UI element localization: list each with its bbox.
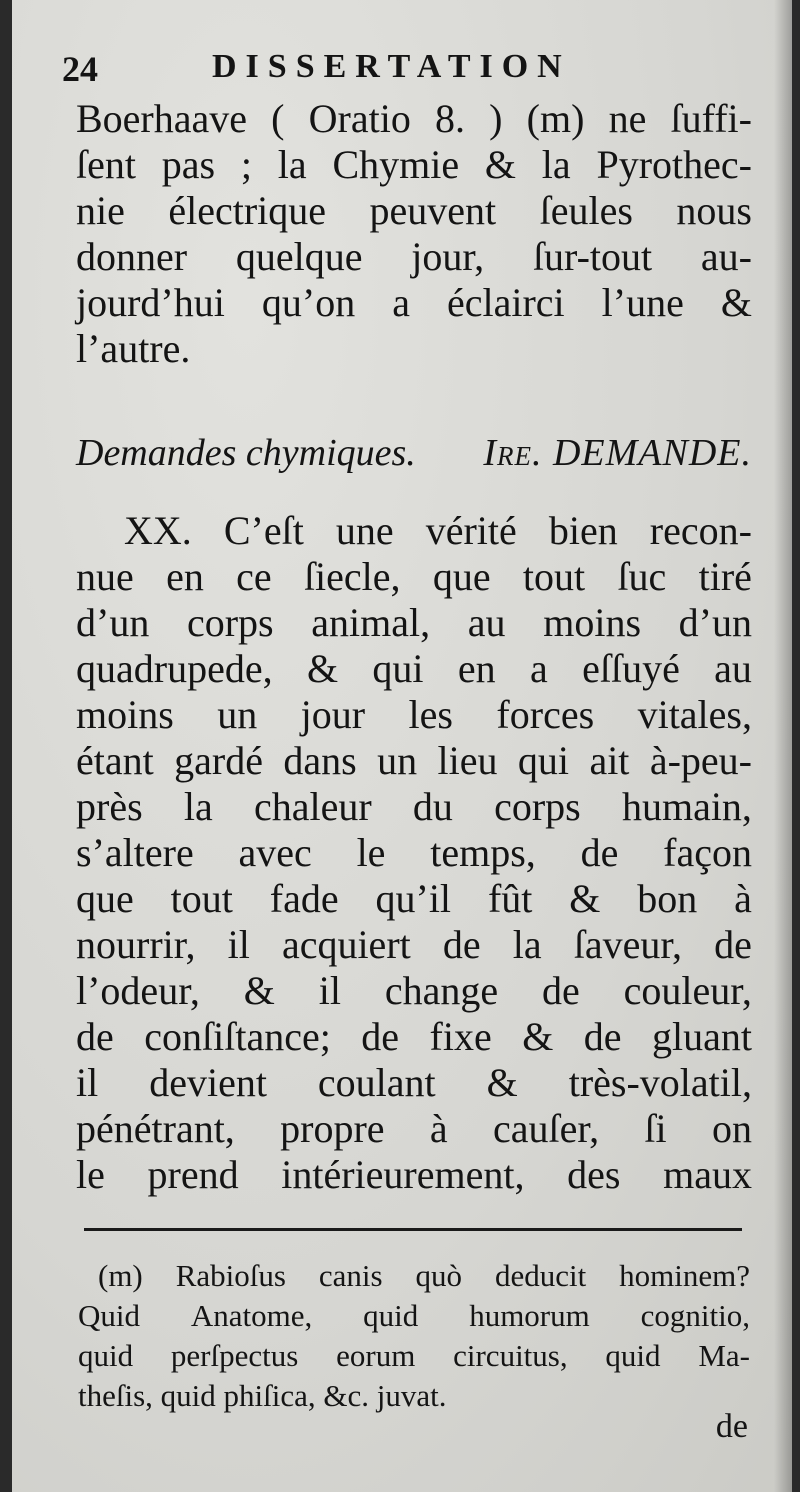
text-line: pénétrant, propre à cauſer, ſi on bbox=[76, 1106, 752, 1151]
text-line: nourrir, il acquiert de la ſaveur, de bbox=[76, 922, 752, 967]
footnote bbox=[78, 1256, 750, 1416]
body-text bbox=[76, 96, 752, 1198]
text-line: donner quelque jour, ſur-tout au- bbox=[76, 234, 752, 279]
text-line: jourd’hui qu’on a éclairci l’une & bbox=[76, 280, 752, 325]
text-line: le prend intérieurement, des maux bbox=[76, 1152, 752, 1197]
footnote-line: (m) Rabioſus canis quò deducit hominem? bbox=[98, 1258, 750, 1293]
footnote-line: Quid Anatome, quid humorum cognitio, bbox=[78, 1298, 750, 1333]
text-line: Boerhaave ( Oratio 8. ) (m) ne ſuffi- bbox=[76, 96, 752, 141]
text-line: l’autre. bbox=[76, 326, 191, 371]
text-line: quadrupede, & qui en a eſſuyé au bbox=[76, 646, 752, 691]
paragraph-xx bbox=[76, 508, 752, 1198]
section-heading bbox=[76, 430, 752, 480]
running-head: DISSERTATION bbox=[212, 48, 571, 85]
section-heading-right: Ire. DEMANDE. bbox=[483, 432, 752, 474]
text-line: d’un corps animal, au moins d’un bbox=[76, 600, 752, 645]
text-line: près la chaleur du corps humain, bbox=[76, 784, 752, 829]
text-line: nie électrique peuvent ſeules nous bbox=[76, 188, 752, 233]
section-heading-left: Demandes chymiques. bbox=[76, 432, 416, 474]
text-line: nue en ce ſiecle, que tout ſuc tiré bbox=[76, 554, 752, 599]
text-line: l’odeur, & il change de couleur, bbox=[76, 968, 752, 1013]
text-line: s’altere avec le temps, de façon bbox=[76, 830, 752, 875]
page-edge-shadow bbox=[774, 0, 792, 1492]
footnote-rule bbox=[84, 1228, 742, 1231]
text-line: de conſiſtance; de fixe & de gluant bbox=[76, 1014, 752, 1059]
text-line: que tout fade qu’il fût & bon à bbox=[76, 876, 752, 921]
text-line: moins un jour les forces vitales, bbox=[76, 692, 752, 737]
page-header bbox=[62, 42, 752, 98]
text-line: il devient coulant & très-volatil, bbox=[76, 1060, 752, 1105]
text-line: étant gardé dans un lieu qui ait à-peu- bbox=[76, 738, 752, 783]
text-line: ſent pas ; la Chymie & la Pyrothec- bbox=[76, 142, 752, 187]
page-number: 24 bbox=[62, 49, 98, 89]
catchword: de bbox=[715, 1408, 748, 1445]
book-page bbox=[12, 0, 792, 1492]
footnote-line: theſis, quid phiſica, &c. juvat. bbox=[78, 1378, 447, 1413]
text-line: XX. C’eſt une vérité bien recon- bbox=[124, 508, 752, 553]
footnote-line: quid perſpectus eorum circuitus, quid Ma- bbox=[78, 1338, 750, 1373]
